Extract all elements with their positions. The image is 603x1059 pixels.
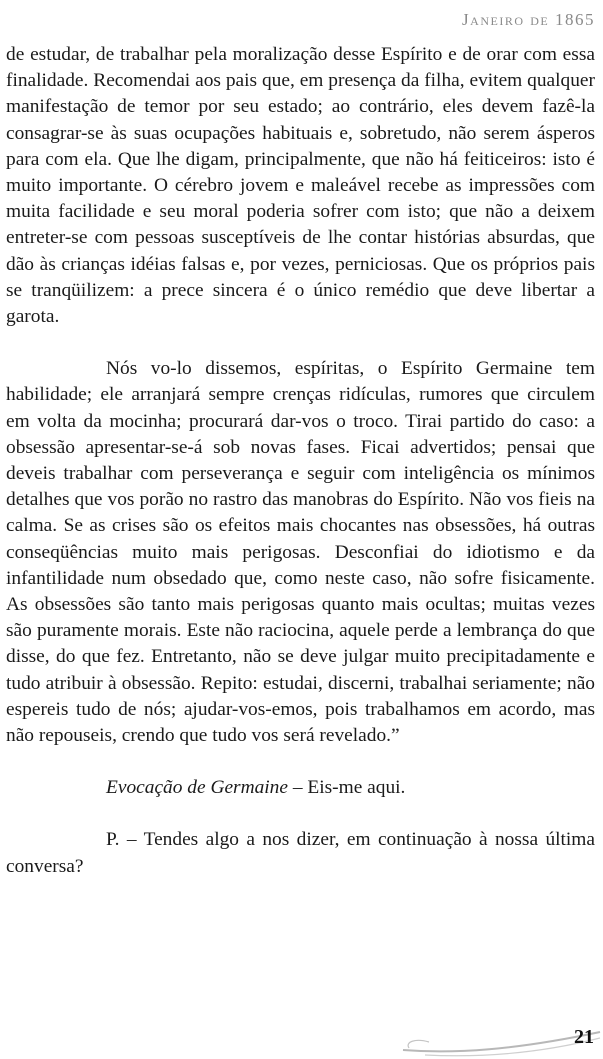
question-line: P. – Tendes algo a nos dizer, em continuação à nossa última conversa? bbox=[6, 829, 595, 877]
footer-swoosh-ornament bbox=[395, 1020, 603, 1059]
paragraph-spirit-message: Nós vo-lo dissemos, espíritas, o Espírito Germaine tem habilidade; ele arranjará sempre crenças ridículas, rumores que circulem em volta da mocinha; procurará dar-vos o troco. Tirai partido do caso: a obsessão apresentar-se-á sob novas fases. Ficai advertidos; pensai que deveis trabalhar com perseverança e seguir com inteligência os mínimos detalhes que vos porão no rastro das manobras do Espírito. Não vos fieis na calma. Se as crises são os efeitos mais chocantes nas obsessões, há outras conseqüências muito mais perigosas. Desconfiai do idiotismo e da infantilidade num obsedado que, como neste caso, não sofre fisicamente. As obsessões são tanto mais perigosas quanto mais ocultas; muitas vezes são puramente morais. Este não raciocina, aquele perde a lembrança do que disse, do que fez. Entretanto, não se deve julgar muito precipitadamente e tudo atribuir à obsessão. Repito: estudai, discerni, trabalhai seriamente; não espereis tudo de nós; ajudar-vos-emos, pois trabalhamos em acordo, mas não repouseis, crendo que tudo vos será revelado.” bbox=[6, 358, 595, 747]
evocation-text: – Eis-me aqui. bbox=[288, 777, 406, 799]
paragraph-continuation: de estudar, de trabalhar pela moralização desse Espírito e de orar com essa finalidade. Recomendai aos pais que, em presença da filha, evitem qualquer manifestação de temor por seu estado; ao contrário, eles devem fazê-la consagrar-se às suas ocupações habituais e, sobretudo, não serem ásperos para com ela. Que lhe digam, principalmente, que não há feiticeiros: isto é muito importante. O cérebro jovem e maleável recebe as impressões com muita facilidade e seu moral poderia sofrer com isto; que não a deixem entreter-se com pessoas susceptíveis de lhe contar histórias absurdas, que dão às crianças idéias falsas e, por vezes, perniciosas. Que os próprios pais se tranqüilizem: a prece sincera é o único remédio que deve libertar a garota. bbox=[6, 44, 595, 328]
running-header: Janeiro de 1865 bbox=[462, 10, 595, 29]
page-number: 21 bbox=[574, 1026, 594, 1048]
page-body bbox=[6, 42, 595, 880]
evocation-title: Evocação de Germaine bbox=[106, 777, 288, 799]
evocation-line bbox=[6, 775, 595, 801]
page-footer bbox=[395, 1020, 603, 1059]
